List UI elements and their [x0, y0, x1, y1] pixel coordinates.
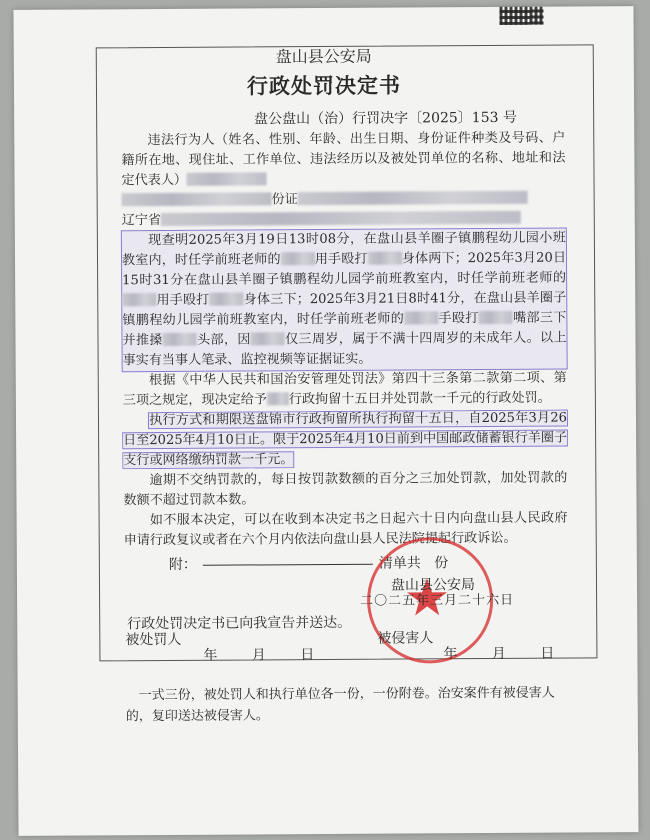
late-fee-paragraph: 逾期不交纳罚款的，每日按罚款数额的百分之三加处罚款，加处罚款的数额不超过罚款本数。 — [123, 470, 568, 509]
served-statement: 行政处罚决定书已向我宣告并送达。 — [127, 614, 352, 633]
victim-date-line: 年 月 日 — [443, 645, 555, 663]
issue-date: 二〇二五年三月二十六日 — [360, 592, 515, 609]
appeal-paragraph: 如不服本决定，可以在收到本决定书之日起六十日内向盘山县人民政府申请行政复议或者在六个月内依法向盘山县人民法院提起行政诉讼。 — [123, 510, 568, 549]
offender-intro: 违法行为人（姓名、性别、年龄、出生日期、身份证件种类及号码、户籍所在地、现住址、工作单位、违法经历以及被处罚单位的名称、地址和法定代表人） — [121, 130, 566, 189]
document-title: 行政处罚决定书 — [246, 72, 402, 99]
issuing-agency: 盘山县公安局 — [390, 577, 476, 594]
redacted-address — [161, 211, 521, 226]
document-number: 盘公盘山（治）行罚决字〔2025〕153 号 — [254, 109, 518, 128]
attachment-line: 附： 清单共 份 — [168, 555, 449, 573]
redacted-name — [187, 172, 267, 185]
facts-paragraph: 现查明2025年3月19日13时08分，在盘山县羊圈子镇鹏程幼儿园小班教室内，时任学前班老师的 用手殴打 身体两下；2025年3月20日15时31分在盘山县羊圈子镇鹏程幼儿园学前班教室内，时任学前班老师的用手殴打 身体三下；2025年3月21日8时41分，在盘山县羊圈子镇鹏程幼儿园学前班教室内，时任学前班老师的 手殴打 嘴部三下并推搡 头部，因 仅三周岁，属于不满十四周岁的未成年人。以上事实有当事人笔录、监控视频等证据证实。 — [122, 229, 567, 372]
legal-basis-paragraph: 根据《中华人民共和国治安管理处罚法》第四十三条第二款第二项、第三项之规定，现决定给予 行政拘留十五日并处罚款一千元的行政处罚。 — [122, 370, 567, 409]
offender-id-line: 份证 — [122, 189, 566, 212]
agency-name: 盘山县公安局 — [275, 46, 372, 67]
copies-note: 一式三份，被处罚人和执行单位各一份，一份附卷。治安案件有被侵害人的，复印送达被侵害人。 — [125, 685, 555, 725]
document-body — [121, 129, 568, 552]
punished-person-label: 被处罚人 — [125, 631, 182, 649]
victim-label: 被侵害人 — [377, 630, 434, 647]
redacted-info — [122, 192, 272, 206]
redacted-id — [298, 191, 528, 205]
offender-address-line: 辽宁省 — [122, 209, 566, 232]
document-page — [13, 6, 638, 836]
execution-paragraph: 执行方式和期限送盘锦市行政拘留所执行拘留十五日，自2025年3月26日至2025年4月10日止。限于2025年4月10日前到中国邮政储蓄银行羊圈子支行或网络缴纳罚款一千元。 — [123, 410, 568, 469]
punished-date-line: 年 月 日 — [203, 647, 315, 664]
qr-code-icon — [499, 7, 543, 25]
